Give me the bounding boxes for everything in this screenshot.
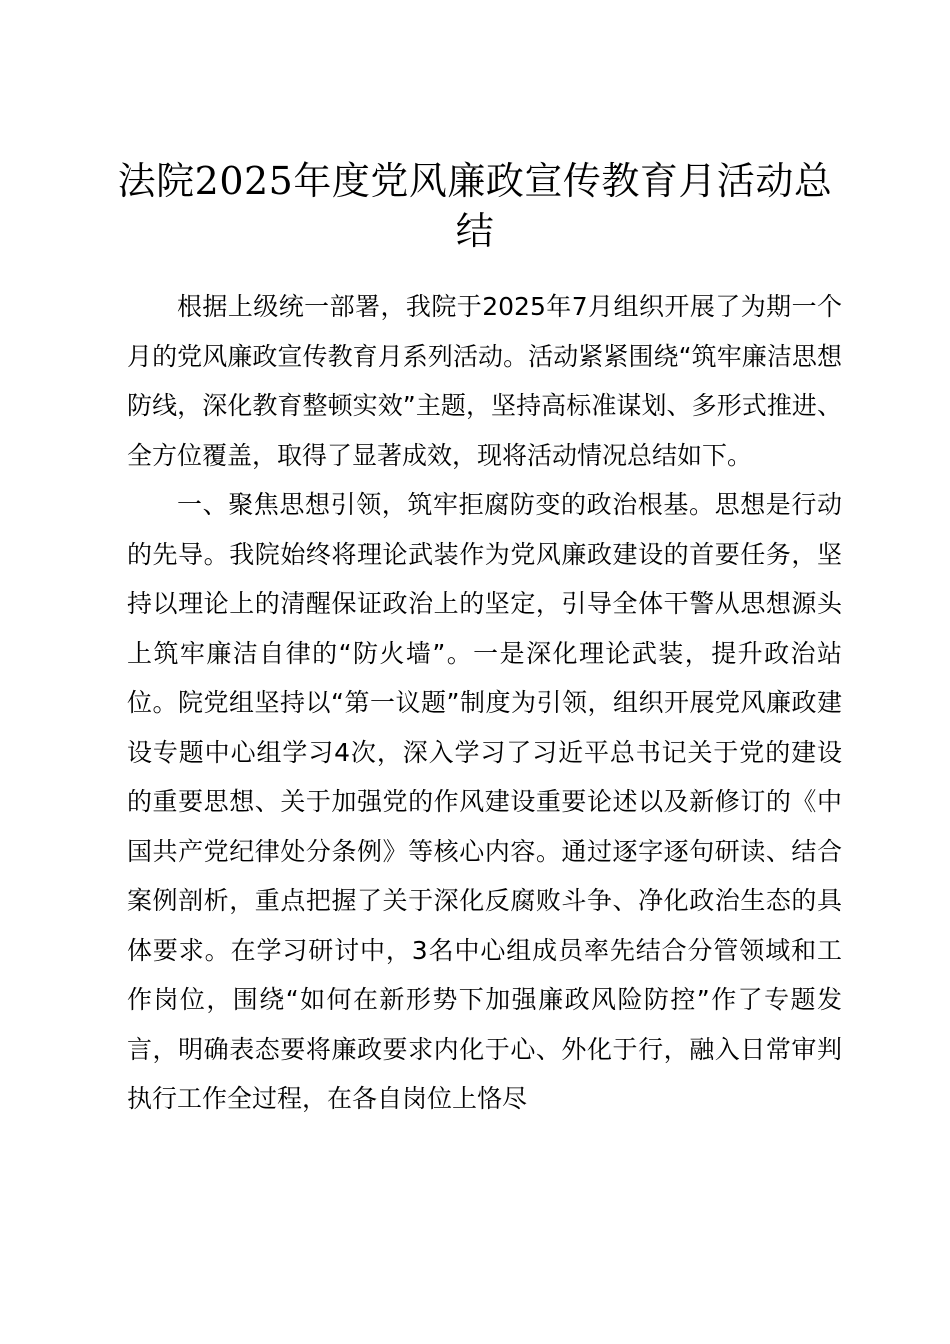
document-title: 法院2025年度党风廉政宣传教育月活动总结 <box>117 159 833 253</box>
paragraph-section-one: 一、聚焦思想引领，筑牢拒腐防变的政治根基。思想是行动的先导。我院始终将理论武装作为党风廉政建设的首要任务，坚持以理论上的清醒保证政治上的坚定，引导全体干警从思想源头上筑牢廉洁自律的“防火墙”。一是深化理论武装，提升政治站位。院党组坚持以“第一议题”制度为引领，组织开展党风廉政建设专题中心组学习4次，深入学习了习近平总书记关于党的建设的重要思想、关于加强党的作风建设重要论述以及新修订的《中国共产党纪律处分条例》等核心内容。通过逐字逐句研读、结合案例剖析，重点把握了关于深化反腐败斗争、净化政治生态的具体要求。在学习研讨中，3名中心组成员率先结合分管领域和工作岗位，围绕“如何在新形势下加强廉政风险防控”作了专题发言，明确表态要将廉政要求内化于心、外化于行，融入日常审判执行工作全过程，在各自岗位上恪尽 <box>127 490 842 1113</box>
paragraph-intro: 根据上级统一部署，我院于2025年7月组织开展了为期一个月的党风廉政宣传教育月系列活动。活动紧紧围绕“筑牢廉洁思想防线，深化教育整顿实效”主题，坚持高标准谋划、多形式推进、全方位覆盖，取得了显著成效，现将活动情况总结如下。 <box>127 292 842 470</box>
document-body <box>127 282 842 1124</box>
